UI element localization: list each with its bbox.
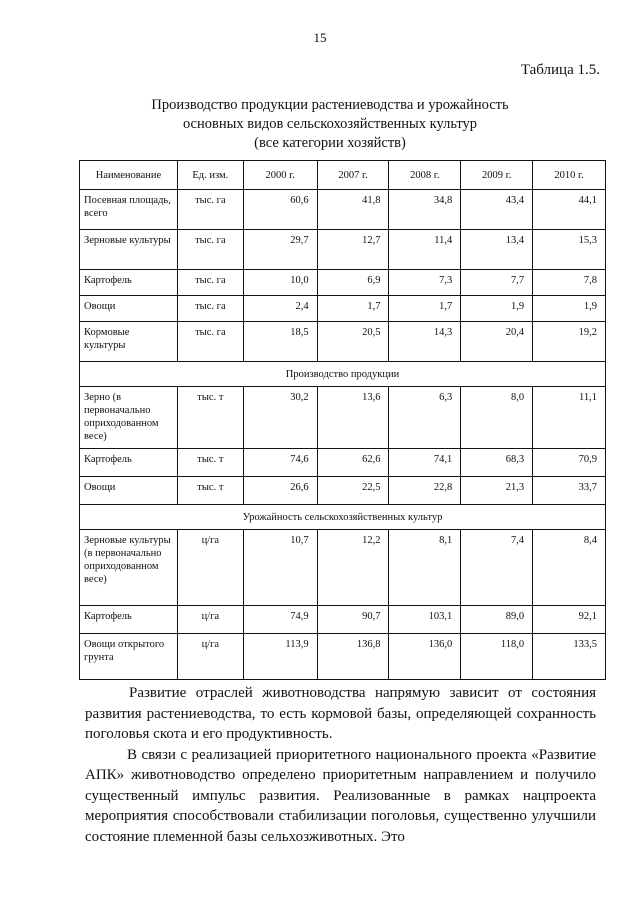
column-header: Ед. изм. — [177, 161, 243, 190]
value-cell: 1,9 — [533, 296, 606, 322]
value-cell: 118,0 — [461, 634, 533, 680]
value-cell: 15,3 — [533, 230, 606, 270]
value-cell: 41,8 — [317, 190, 389, 230]
value-cell: 74,1 — [389, 449, 461, 477]
row-name-cell: Картофель — [80, 449, 178, 477]
value-cell: 20,5 — [317, 322, 389, 362]
value-cell: 103,1 — [389, 606, 461, 634]
table-row — [80, 322, 606, 362]
value-cell: 10,7 — [243, 530, 317, 606]
column-header: 2008 г. — [389, 161, 461, 190]
unit-cell: тыс. га — [177, 322, 243, 362]
unit-cell: тыс. га — [177, 230, 243, 270]
value-cell: 19,2 — [533, 322, 606, 362]
section-title: Производство продукции — [80, 362, 606, 387]
table-row — [80, 634, 606, 680]
value-cell: 133,5 — [533, 634, 606, 680]
value-cell: 18,5 — [243, 322, 317, 362]
value-cell: 8,4 — [533, 530, 606, 606]
value-cell: 21,3 — [461, 477, 533, 505]
value-cell: 14,3 — [389, 322, 461, 362]
table-row — [80, 606, 606, 634]
value-cell: 10,0 — [243, 270, 317, 296]
table-row — [80, 190, 606, 230]
table-row — [80, 530, 606, 606]
table-row — [80, 477, 606, 505]
value-cell: 11,4 — [389, 230, 461, 270]
value-cell: 20,4 — [461, 322, 533, 362]
value-cell: 60,6 — [243, 190, 317, 230]
row-name-cell: Посевная площадь, всего — [80, 190, 178, 230]
value-cell: 7,7 — [461, 270, 533, 296]
table-title — [80, 96, 580, 153]
section-header-row — [80, 505, 606, 530]
table-header-row — [80, 161, 606, 190]
unit-cell: тыс. га — [177, 190, 243, 230]
value-cell: 34,8 — [389, 190, 461, 230]
unit-cell: тыс. т — [177, 387, 243, 449]
unit-cell: тыс. т — [177, 477, 243, 505]
value-cell: 22,5 — [317, 477, 389, 505]
column-header: 2007 г. — [317, 161, 389, 190]
unit-cell: тыс. га — [177, 296, 243, 322]
paragraph: Развитие отраслей животноводства напрямую зависит от состояния развития растениеводства, то есть кормовой базы, определяющей сохранность поголовья скота и его продуктивность. — [85, 685, 596, 742]
value-cell: 13,4 — [461, 230, 533, 270]
table-row — [80, 449, 606, 477]
value-cell: 11,1 — [533, 387, 606, 449]
value-cell: 1,7 — [317, 296, 389, 322]
table-row — [80, 270, 606, 296]
unit-cell: ц/га — [177, 606, 243, 634]
value-cell: 136,8 — [317, 634, 389, 680]
value-cell: 113,9 — [243, 634, 317, 680]
column-header: 2010 г. — [533, 161, 606, 190]
value-cell: 7,3 — [389, 270, 461, 296]
crop-production-table — [79, 160, 606, 680]
row-name-cell: Картофель — [80, 606, 178, 634]
unit-cell: ц/га — [177, 530, 243, 606]
value-cell: 136,0 — [389, 634, 461, 680]
value-cell: 7,4 — [461, 530, 533, 606]
row-name-cell: Зерновые культуры — [80, 230, 178, 270]
value-cell: 2,4 — [243, 296, 317, 322]
table-row — [80, 296, 606, 322]
row-name-cell: Картофель — [80, 270, 178, 296]
value-cell: 33,7 — [533, 477, 606, 505]
row-name-cell: Зерно (в первоначально оприходованном весе) — [80, 387, 178, 449]
page-number: 15 — [313, 30, 327, 45]
section-title: Урожайность сельскохозяйственных культур — [80, 505, 606, 530]
section-header-row — [80, 362, 606, 387]
value-cell: 1,9 — [461, 296, 533, 322]
value-cell: 92,1 — [533, 606, 606, 634]
value-cell: 62,6 — [317, 449, 389, 477]
value-cell: 26,6 — [243, 477, 317, 505]
row-name-cell: Зерновые культуры (в первоначально оприходованном весе) — [80, 530, 178, 606]
value-cell: 44,1 — [533, 190, 606, 230]
row-name-cell: Кормовые культуры — [80, 322, 178, 362]
table-body — [80, 161, 606, 680]
title-line: основных видов сельскохозяйственных культур — [182, 116, 478, 132]
value-cell: 22,8 — [389, 477, 461, 505]
value-cell: 89,0 — [461, 606, 533, 634]
value-cell: 1,7 — [389, 296, 461, 322]
value-cell: 90,7 — [317, 606, 389, 634]
value-cell: 6,9 — [317, 270, 389, 296]
value-cell: 7,8 — [533, 270, 606, 296]
value-cell: 74,6 — [243, 449, 317, 477]
value-cell: 43,4 — [461, 190, 533, 230]
value-cell: 68,3 — [461, 449, 533, 477]
value-cell: 6,3 — [389, 387, 461, 449]
value-cell: 13,6 — [317, 387, 389, 449]
value-cell: 74,9 — [243, 606, 317, 634]
column-header: 2009 г. — [461, 161, 533, 190]
row-name-cell: Овощи открытого грунта — [80, 634, 178, 680]
row-name-cell: Овощи — [80, 296, 178, 322]
column-header: Наименование — [80, 161, 178, 190]
unit-cell: ц/га — [177, 634, 243, 680]
title-line: Производство продукции растениеводства и урожайность — [151, 97, 509, 113]
table-row — [80, 387, 606, 449]
title-line: (все категории хозяйств) — [254, 135, 406, 151]
table-label: Таблица 1.5. — [520, 62, 600, 78]
value-cell: 30,2 — [243, 387, 317, 449]
unit-cell: тыс. т — [177, 449, 243, 477]
row-name-cell: Овощи — [80, 477, 178, 505]
value-cell: 12,2 — [317, 530, 389, 606]
paragraph: В связи с реализацией приоритетного национального проекта «Развитие АПК» животноводство определено приоритетным направлением и получило существенный импульс развития. Реализованные в рамках нацпроекта мероприятия способствовали стабилизации поголовья, существенно улучшили состояние племенной базы сельхозживотных. Это — [85, 746, 596, 845]
value-cell: 12,7 — [317, 230, 389, 270]
body-text — [85, 683, 596, 847]
value-cell: 8,1 — [389, 530, 461, 606]
table-row — [80, 230, 606, 270]
value-cell: 8,0 — [461, 387, 533, 449]
value-cell: 70,9 — [533, 449, 606, 477]
unit-cell: тыс. га — [177, 270, 243, 296]
column-header: 2000 г. — [243, 161, 317, 190]
value-cell: 29,7 — [243, 230, 317, 270]
